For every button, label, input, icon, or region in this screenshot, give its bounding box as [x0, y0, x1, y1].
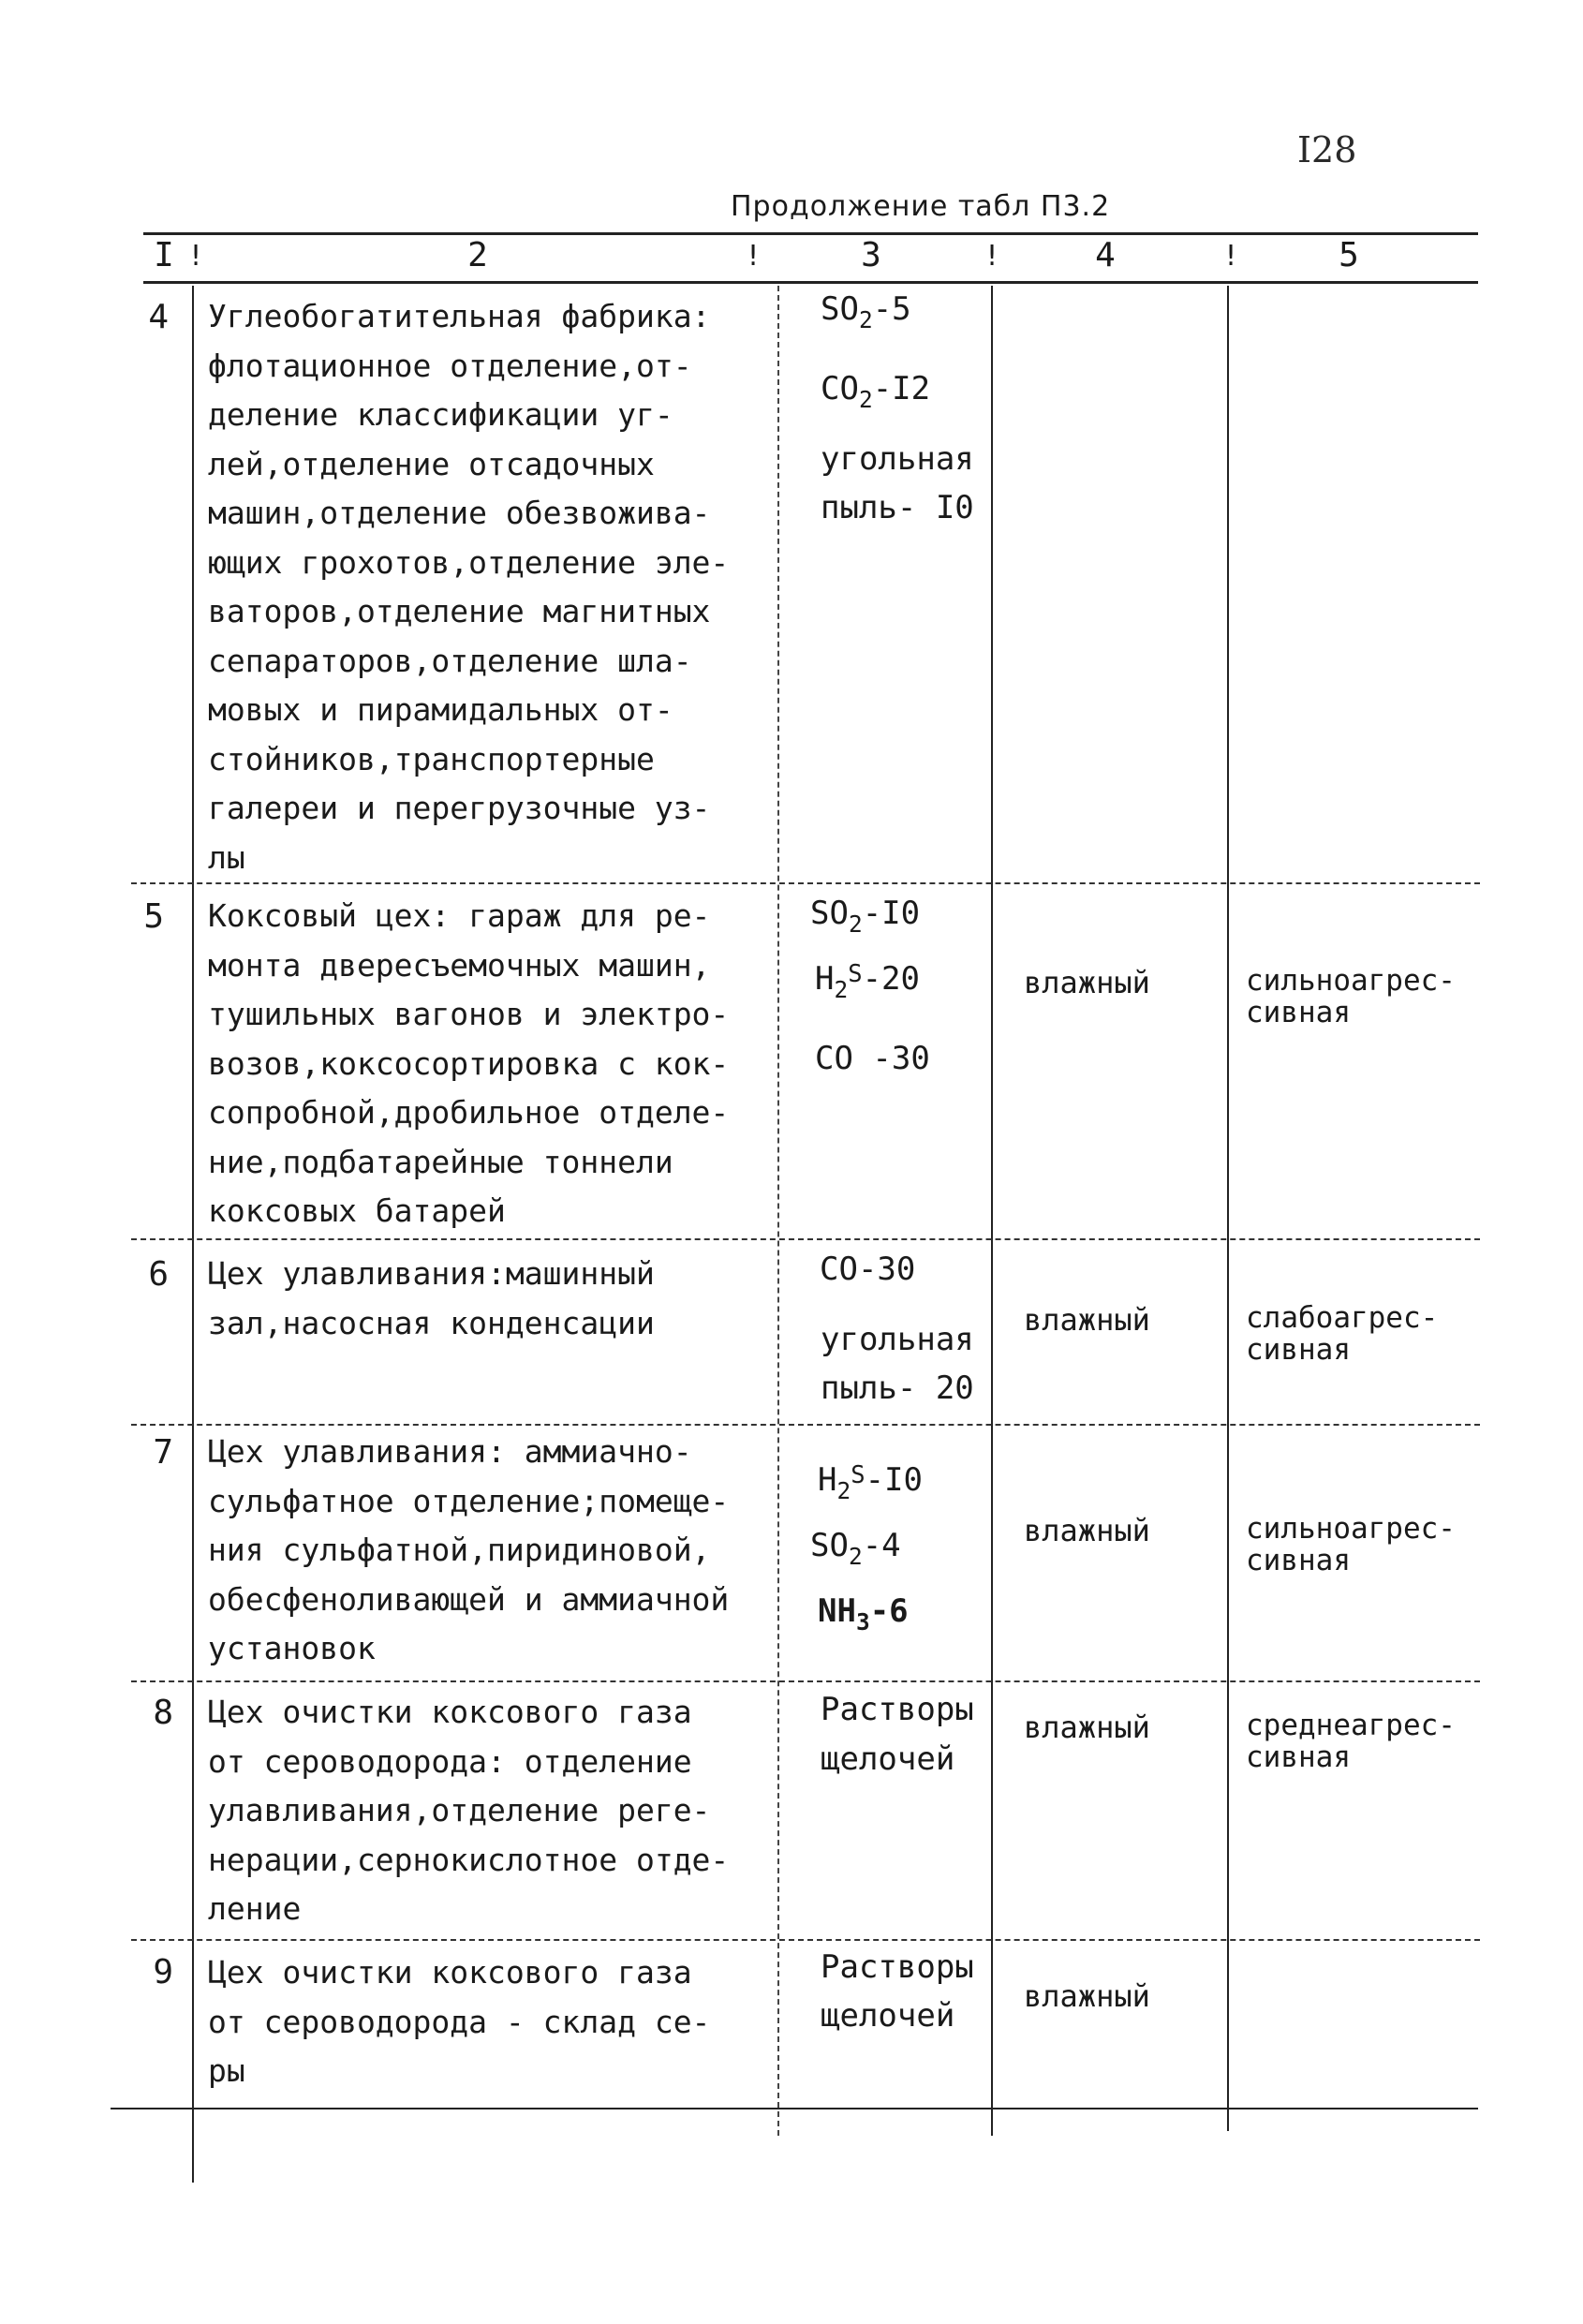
description-line: сопробной,дробильное отделе-	[208, 1094, 730, 1131]
row-description	[208, 1688, 775, 1934]
humidity-value: влажный	[1024, 1978, 1150, 2014]
description-line: лей,отделение отсадочных	[208, 445, 655, 482]
row-description	[208, 1948, 775, 2096]
header-separator: !	[187, 240, 205, 273]
humidity-value: влажный	[1024, 1513, 1150, 1548]
description-line: зал,насосная конденсации	[208, 1304, 655, 1341]
aggressiveness-value	[1246, 1513, 1489, 1576]
pollutant-entry: угольная	[821, 440, 974, 478]
description-line: установок	[208, 1630, 376, 1666]
header-col-4: 4	[1095, 236, 1116, 274]
header-col-2: 2	[467, 236, 488, 274]
header-col-1: I	[154, 236, 174, 274]
column-divider	[991, 286, 993, 2136]
description-line: Цех очистки коксового газа	[208, 1954, 692, 1991]
aggressiveness-line: сивная	[1246, 996, 1351, 1029]
header-col-5: 5	[1339, 236, 1359, 274]
aggressiveness-line: сильноагрес-	[1246, 964, 1456, 998]
header-bottom-border	[143, 281, 1478, 284]
aggressiveness-line: сильноагрес-	[1246, 1512, 1456, 1546]
pollutant-entry: $SO_2-I0$	[810, 895, 921, 938]
pollutant-entry: щелочей	[821, 1997, 955, 2035]
pollutant-entry: $H_2^S-I0$	[818, 1461, 923, 1504]
description-line: сепараторов,отделение шла-	[208, 642, 692, 679]
pollutant-entry: $SO_2-5$	[821, 290, 911, 333]
description-line: деление классификации уг-	[208, 396, 673, 433]
pollutant-entry: $H_2^S-20$	[815, 960, 920, 1003]
pollutant-entry: CO -30	[815, 1040, 930, 1077]
table-top-border	[143, 232, 1478, 235]
table-bottom-border	[111, 2108, 1478, 2109]
description-line: от сероводорода - склад се-	[208, 2003, 711, 2040]
column-divider	[777, 286, 779, 2136]
aggressiveness-value	[1246, 1302, 1489, 1366]
pollutant-entry: $CO_2-I2$	[821, 370, 931, 413]
pollutant-entry: пыль- 20	[821, 1369, 974, 1407]
description-line: Цех очистки коксового газа	[208, 1694, 692, 1730]
row-separator	[131, 1424, 1480, 1426]
aggressiveness-line: сивная	[1246, 1544, 1351, 1577]
description-line: тушильных вагонов и электро-	[208, 996, 730, 1032]
description-line: возов,коксосортировка с кок-	[208, 1044, 730, 1082]
aggressiveness-line: сивная	[1246, 1333, 1351, 1367]
pollutant-entry: угольная	[821, 1321, 974, 1358]
header-separator: !	[745, 240, 762, 273]
description-line: ры	[208, 2052, 245, 2089]
description-line: от сероводорода: отделение	[208, 1742, 692, 1780]
row-number: 9	[153, 1953, 173, 1991]
humidity-value: влажный	[1024, 965, 1150, 1000]
description-line: Углеобогатительная фабрика:	[208, 298, 711, 334]
pollutant-entry: Растворы	[821, 1691, 974, 1728]
row-number: 6	[148, 1255, 169, 1294]
row-description	[208, 1428, 775, 1674]
row-separator	[131, 1680, 1480, 1682]
aggressiveness-value	[1246, 965, 1489, 1029]
description-line: нерации,сернокислотное отде-	[208, 1841, 730, 1878]
row-description	[208, 292, 775, 882]
description-line: ваторов,отделение магнитных	[208, 593, 711, 629]
description-line: стойников,транспортерные	[208, 740, 655, 777]
description-line: мовых и пирамидальных от-	[208, 691, 673, 728]
column-divider	[192, 286, 194, 2183]
description-line: сульфатное отделение;помеще-	[208, 1482, 730, 1519]
row-number: 7	[153, 1433, 173, 1472]
description-line: машин,отделение обезвожива-	[208, 495, 711, 531]
pollutant-entry: $SO_2-4$	[810, 1527, 901, 1570]
header-separator: !	[984, 240, 1001, 273]
description-line: монта двересъемочных машин,	[208, 946, 711, 984]
humidity-value: влажный	[1024, 1302, 1150, 1338]
row-description	[208, 1250, 775, 1348]
description-line: обесфеноливающей и аммиачной	[208, 1580, 730, 1618]
description-line: улавливания,отделение реге-	[208, 1792, 711, 1828]
description-line: лы	[208, 838, 245, 876]
row-number: 5	[143, 897, 164, 936]
description-line: Цех улавливания: аммиачно-	[208, 1433, 692, 1470]
description-line: ние,подбатарейные тоннели	[208, 1143, 673, 1180]
humidity-value: влажный	[1024, 1710, 1150, 1745]
pollutant-entry: Растворы	[821, 1948, 974, 1986]
description-line: ющих грохотов,отделение эле-	[208, 543, 730, 581]
header-separator: !	[1222, 240, 1240, 273]
aggressiveness-line: слабоагрес-	[1246, 1301, 1439, 1335]
table-caption: Продолжение табл П3.2	[731, 190, 1111, 223]
pollutant-entry: щелочей	[821, 1740, 955, 1778]
aggressiveness-value	[1246, 1710, 1489, 1773]
row-number: 8	[153, 1694, 173, 1732]
description-line: Цех улавливания:машинный	[208, 1255, 655, 1292]
pollutant-entry: CO-30	[820, 1251, 916, 1288]
pollutant-entry: $NH_3-6$	[818, 1592, 909, 1636]
description-line: ния сульфатной,пиридиновой,	[208, 1532, 711, 1568]
column-divider	[1227, 286, 1229, 2131]
aggressiveness-line: среднеагрес-	[1246, 1709, 1456, 1742]
description-line: Коксовый цех: гараж для ре-	[208, 897, 711, 934]
row-separator	[131, 1939, 1480, 1941]
page-number: I28	[1297, 129, 1357, 170]
row-separator	[131, 1238, 1480, 1240]
description-line: флотационное отделение,от-	[208, 347, 692, 384]
aggressiveness-line: сивная	[1246, 1740, 1351, 1774]
pollutant-entry: пыль- I0	[821, 489, 974, 526]
description-line: ление	[208, 1890, 302, 1927]
description-line: коксовых батарей	[208, 1192, 506, 1229]
row-number: 4	[148, 298, 169, 336]
header-col-3: 3	[861, 236, 881, 274]
row-description	[208, 892, 775, 1236]
row-separator	[131, 882, 1480, 884]
description-line: галереи и перегрузочные уз-	[208, 790, 711, 826]
